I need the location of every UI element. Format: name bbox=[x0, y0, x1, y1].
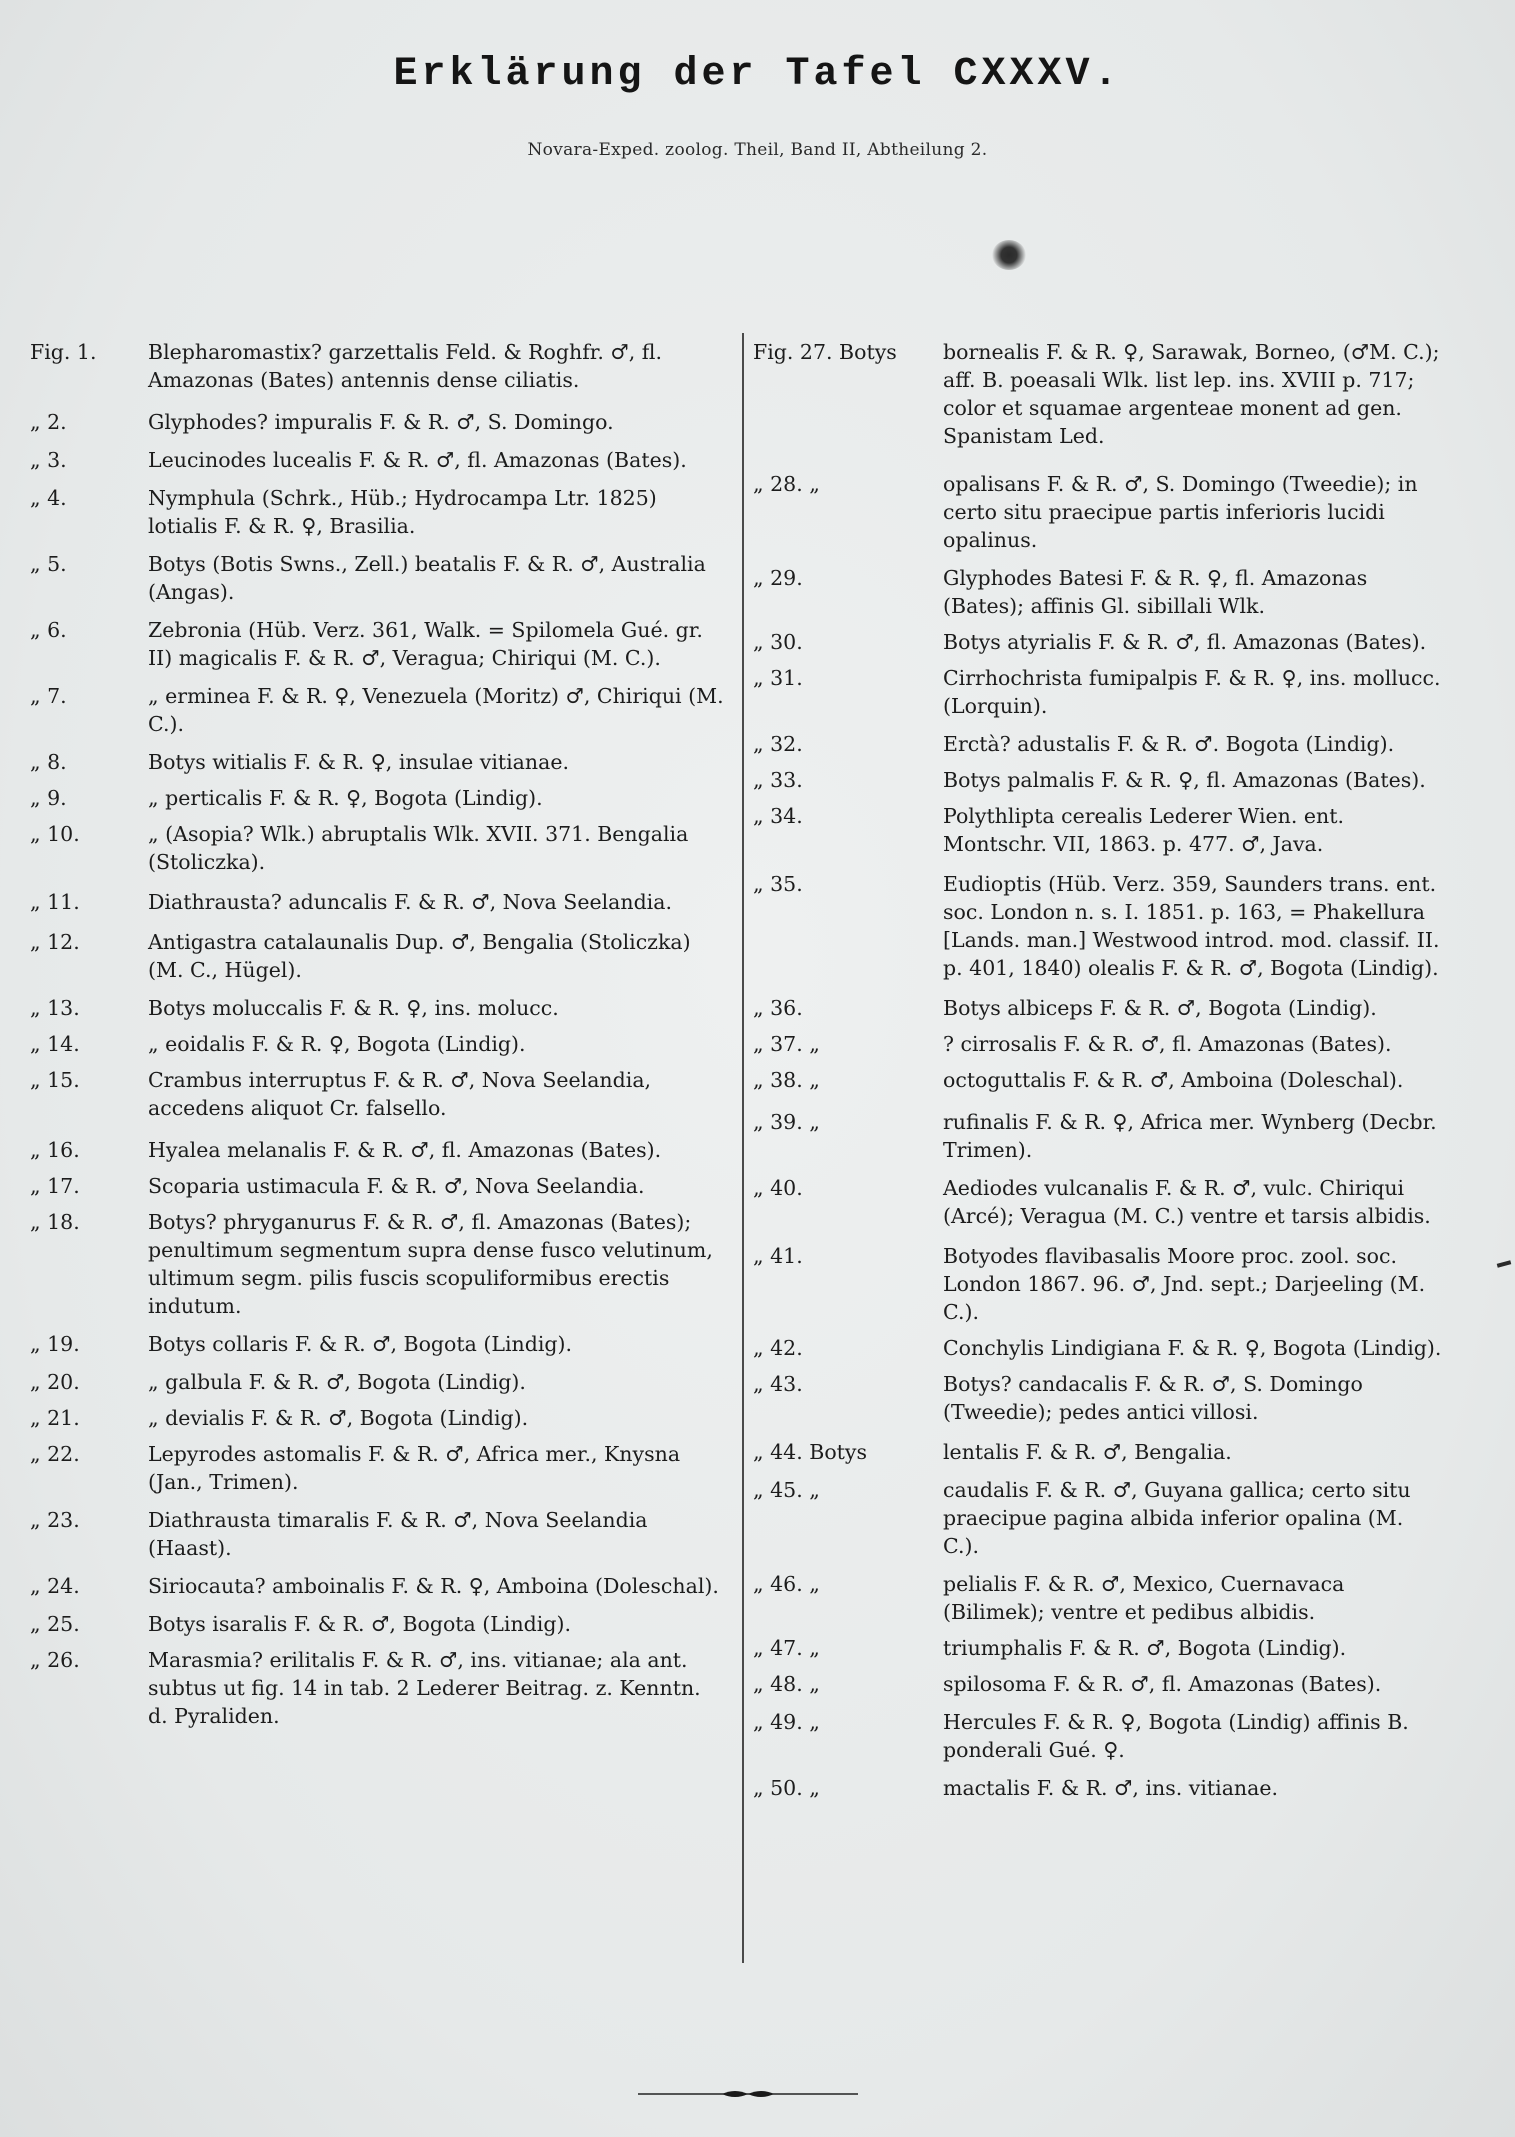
figure-entry bbox=[30, 1066, 730, 1122]
figure-entry bbox=[753, 628, 1443, 656]
figure-entry bbox=[753, 1476, 1443, 1560]
figure-entry bbox=[753, 1242, 1443, 1326]
figure-number: „ 41. bbox=[753, 1244, 803, 1268]
figure-description: Botys? phryganurus F. & R. ♂, fl. Amazonas (Bates); penultimum segmentum supra dense fusco velutinum, ultimum segm. pilis fuscis scopuliformibus erectis indutum. bbox=[148, 1210, 713, 1318]
figure-entry bbox=[753, 1334, 1443, 1362]
figure-description: Glyphodes Batesi F. & R. ♀, fl. Amazonas (Bates); affinis Gl. sibillali Wlk. bbox=[943, 566, 1368, 618]
figure-number: „ 25. bbox=[30, 1612, 80, 1636]
figure-entry bbox=[30, 1404, 730, 1432]
figure-number: „ 40. bbox=[753, 1176, 803, 1200]
figure-description: octoguttalis F. & R. ♂, Amboina (Doleschal). bbox=[943, 1068, 1404, 1092]
figure-description: Hercules F. & R. ♀, Bogota (Lindig) affinis B. ponderali Gué. ♀. bbox=[943, 1710, 1409, 1762]
figure-number: „ 11. bbox=[30, 890, 80, 914]
figure-description: Botys moluccalis F. & R. ♀, ins. molucc. bbox=[148, 996, 559, 1020]
figure-number: „ 32. bbox=[753, 732, 803, 756]
figure-description: Leucinodes lucealis F. & R. ♂, fl. Amazonas (Bates). bbox=[148, 448, 687, 472]
figure-entry bbox=[30, 1208, 730, 1320]
figure-entry bbox=[753, 1370, 1443, 1426]
figure-entry bbox=[30, 928, 730, 984]
figure-description: spilosoma F. & R. ♂, fl. Amazonas (Bates). bbox=[943, 1672, 1382, 1696]
figure-description: Marasmia? erilitalis F. & R. ♂, ins. vitianae; ala ant. subtus ut fig. 14 in tab. 2 Lederer Beitrag. z. Kenntn. d. Pyraliden. bbox=[148, 1648, 701, 1728]
figure-number: „ 20. bbox=[30, 1370, 80, 1394]
figure-number: „ 36. bbox=[753, 996, 803, 1020]
figure-description: Scoparia ustimacula F. & R. ♂, Nova Seelandia. bbox=[148, 1174, 645, 1198]
figure-description: Cirrhochrista fumipalpis F. & R. ♀, ins. mollucc. (Lorquin). bbox=[943, 666, 1441, 718]
figure-description: „ galbula F. & R. ♂, Bogota (Lindig). bbox=[148, 1370, 526, 1394]
column-divider bbox=[742, 333, 744, 1963]
figure-description: Botys collaris F. & R. ♂, Bogota (Lindig). bbox=[148, 1332, 573, 1356]
figure-description: Botys palmalis F. & R. ♀, fl. Amazonas (Bates). bbox=[943, 768, 1426, 792]
figure-entry bbox=[30, 484, 730, 540]
figure-description: Botys isaralis F. & R. ♂, Bogota (Lindig). bbox=[148, 1612, 571, 1636]
figure-entry bbox=[753, 730, 1443, 758]
figure-description: Zebronia (Hüb. Verz. 361, Walk. = Spilomela Gué. gr. II) magicalis F. & R. ♂, Veragua; Chiriqui (M. C.). bbox=[148, 618, 703, 670]
figure-number: „ 21. bbox=[30, 1406, 80, 1430]
figure-description: ? cirrosalis F. & R. ♂, fl. Amazonas (Bates). bbox=[943, 1032, 1392, 1056]
figure-number: „ 19. bbox=[30, 1332, 80, 1356]
figure-description: „ perticalis F. & R. ♀, Bogota (Lindig). bbox=[148, 786, 543, 810]
figure-description: caudalis F. & R. ♂, Guyana gallica; certo situ praecipue pagina albida inferior opalina (M. C.). bbox=[943, 1478, 1411, 1558]
left-column bbox=[30, 338, 730, 1730]
figure-number: „ 15. bbox=[30, 1068, 80, 1092]
figure-number: „ 48. „ bbox=[753, 1672, 820, 1696]
figure-entry bbox=[753, 802, 1443, 858]
figure-number: Fig. 1. bbox=[30, 340, 97, 364]
figure-entry bbox=[30, 1172, 730, 1200]
figure-entry bbox=[753, 870, 1443, 982]
figure-entry bbox=[30, 1368, 730, 1396]
figure-number: „ 23. bbox=[30, 1508, 80, 1532]
figure-description: triumphalis F. & R. ♂, Bogota (Lindig). bbox=[943, 1636, 1347, 1660]
figure-description: Erctà? adustalis F. & R. ♂. Bogota (Lindig). bbox=[943, 732, 1395, 756]
figure-number: „ 7. bbox=[30, 684, 67, 708]
figure-number: „ 38. „ bbox=[753, 1068, 820, 1092]
figure-description: Crambus interruptus F. & R. ♂, Nova Seelandia, accedens aliquot Cr. falsello. bbox=[148, 1068, 652, 1120]
figure-entry bbox=[753, 1570, 1443, 1626]
figure-description: Antigastra catalaunalis Dup. ♂, Bengalia (Stoliczka) (M. C., Hügel). bbox=[148, 930, 691, 982]
figure-entry bbox=[753, 1774, 1443, 1802]
figure-number: „ 8. bbox=[30, 750, 67, 774]
figure-entry bbox=[30, 1440, 730, 1496]
figure-entry bbox=[30, 994, 730, 1022]
figure-entry bbox=[753, 1708, 1443, 1764]
figure-description: Aediodes vulcanalis F. & R. ♂, vulc. Chiriqui (Arcé); Veragua (M. C.) ventre et tarsis albidis. bbox=[943, 1176, 1431, 1228]
figure-number: „ 37. „ bbox=[753, 1032, 820, 1056]
figure-entry bbox=[753, 1670, 1443, 1698]
figure-description: lentalis F. & R. ♂, Bengalia. bbox=[943, 1440, 1232, 1464]
figure-entry bbox=[30, 888, 730, 916]
figure-number: „ 22. bbox=[30, 1442, 80, 1466]
figure-number: Fig. 27. Botys bbox=[753, 340, 897, 364]
figure-description: Hyalea melanalis F. & R. ♂, fl. Amazonas (Bates). bbox=[148, 1138, 662, 1162]
figure-description: Botys? candacalis F. & R. ♂, S. Domingo (Tweedie); pedes antici villosi. bbox=[943, 1372, 1363, 1424]
figure-description: opalisans F. & R. ♂, S. Domingo (Tweedie); in certo situ praecipue partis inferioris lucidi opalinus. bbox=[943, 472, 1418, 552]
figure-description: Eudioptis (Hüb. Verz. 359, Saunders trans. ent. soc. London n. s. I. 1851. p. 163, = Phakellura [Lands. man.] Westwood introd. mod. classif. II. p. 401, 1840) olealis F. & R. ♂, Bogota (Lindig). bbox=[943, 872, 1440, 980]
figure-description: Glyphodes? impuralis F. & R. ♂, S. Domingo. bbox=[148, 410, 614, 434]
figure-description: „ (Asopia? Wlk.) abruptalis Wlk. XVII. 371. Bengalia (Stoliczka). bbox=[148, 822, 689, 874]
figure-description: Diathrausta timaralis F. & R. ♂, Nova Seelandia (Haast). bbox=[148, 1508, 648, 1560]
figure-description: rufinalis F. & R. ♀, Africa mer. Wynberg (Decbr. Trimen). bbox=[943, 1110, 1437, 1162]
figure-entry bbox=[753, 766, 1443, 794]
figure-number: „ 6. bbox=[30, 618, 67, 642]
figure-number: „ 45. „ bbox=[753, 1478, 820, 1502]
figure-number: „ 29. bbox=[753, 566, 803, 590]
figure-number: „ 35. bbox=[753, 872, 803, 896]
figure-entry bbox=[753, 1030, 1443, 1058]
figure-number: „ 30. bbox=[753, 630, 803, 654]
figure-entry bbox=[30, 1646, 730, 1730]
figure-entry bbox=[30, 446, 730, 474]
figure-number: „ 34. bbox=[753, 804, 803, 828]
figure-entry bbox=[30, 408, 730, 436]
figure-entry bbox=[753, 1438, 1443, 1466]
ornament-divider bbox=[638, 2087, 858, 2101]
figure-number: „ 17. bbox=[30, 1174, 80, 1198]
figure-number: „ 18. bbox=[30, 1210, 80, 1234]
figure-entry bbox=[753, 664, 1443, 720]
figure-number: „ 49. „ bbox=[753, 1710, 820, 1734]
figure-entry bbox=[30, 1030, 730, 1058]
figure-entry bbox=[30, 748, 730, 776]
figure-description: Blepharomastix? garzettalis Feld. & Roghfr. ♂, fl. Amazonas (Bates) antennis dense ciliatis. bbox=[148, 340, 662, 392]
figure-entry bbox=[753, 470, 1443, 554]
figure-description: mactalis F. & R. ♂, ins. vitianae. bbox=[943, 1776, 1278, 1800]
figure-entry bbox=[30, 784, 730, 812]
figure-entry bbox=[753, 1108, 1443, 1164]
figure-entry bbox=[30, 1610, 730, 1638]
figure-number: „ 5. bbox=[30, 552, 67, 576]
figure-entry bbox=[753, 564, 1443, 620]
figure-number: „ 39. „ bbox=[753, 1110, 820, 1134]
figure-entry bbox=[30, 1136, 730, 1164]
figure-number: „ 44. Botys bbox=[753, 1440, 868, 1464]
figure-entry bbox=[30, 682, 730, 738]
figure-number: „ 46. „ bbox=[753, 1572, 820, 1596]
figure-number: „ 10. bbox=[30, 822, 80, 846]
figure-description: Botys albiceps F. & R. ♂, Bogota (Lindig). bbox=[943, 996, 1377, 1020]
figure-entry bbox=[30, 550, 730, 606]
right-column bbox=[753, 338, 1443, 1802]
figure-description: Polythlipta cerealis Lederer Wien. ent. Montschr. VII, 1863. p. 477. ♂, Java. bbox=[943, 804, 1344, 856]
figure-entry bbox=[30, 616, 730, 672]
figure-number: „ 33. bbox=[753, 768, 803, 792]
figure-description: Diathrausta? aduncalis F. & R. ♂, Nova Seelandia. bbox=[148, 890, 672, 914]
figure-entry bbox=[30, 820, 730, 876]
figure-number: „ 28. „ bbox=[753, 472, 820, 496]
ink-smudge bbox=[992, 240, 1026, 270]
figure-entry bbox=[753, 338, 1443, 450]
figure-description: pelialis F. & R. ♂, Mexico, Cuernavaca (Bilimek); ventre et pedibus albidis. bbox=[943, 1572, 1345, 1624]
figure-description: Botyodes flavibasalis Moore proc. zool. soc. London 1867. 96. ♂, Jnd. sept.; Darjeeling (M. C.). bbox=[943, 1244, 1426, 1324]
figure-description: Conchylis Lindigiana F. & R. ♀, Bogota (Lindig). bbox=[943, 1336, 1442, 1360]
figure-number: „ 16. bbox=[30, 1138, 80, 1162]
figure-number: „ 42. bbox=[753, 1336, 803, 1360]
figure-description: bornealis F. & R. ♀, Sarawak, Borneo, (♂M. C.); aff. B. poeasali Wlk. list lep. ins. XVIII p. 717; color et squamae argenteae monent ad gen. Spanistam Led. bbox=[943, 340, 1440, 448]
figure-entry bbox=[753, 1634, 1443, 1662]
figure-entry bbox=[30, 1572, 730, 1600]
figure-number: „ 4. bbox=[30, 486, 67, 510]
figure-number: „ 12. bbox=[30, 930, 80, 954]
figure-number: „ 50. „ bbox=[753, 1776, 820, 1800]
figure-number: „ 47. „ bbox=[753, 1636, 820, 1660]
edge-mark bbox=[1497, 1260, 1512, 1267]
page-title: Erklärung der Tafel CXXXV. bbox=[393, 52, 1122, 97]
page-subtitle: Novara-Exped. zoolog. Theil, Band II, Abtheilung 2. bbox=[527, 140, 988, 160]
figure-number: „ 24. bbox=[30, 1574, 80, 1598]
figure-entry bbox=[30, 1330, 730, 1358]
figure-number: „ 9. bbox=[30, 786, 67, 810]
figure-number: „ 13. bbox=[30, 996, 80, 1020]
figure-description: Nymphula (Schrk., Hüb.; Hydrocampa Ltr. 1825) lotialis F. & R. ♀, Brasilia. bbox=[148, 486, 657, 538]
figure-number: „ 14. bbox=[30, 1032, 80, 1056]
figure-description: „ eoidalis F. & R. ♀, Bogota (Lindig). bbox=[148, 1032, 526, 1056]
figure-description: „ erminea F. & R. ♀, Venezuela (Moritz) ♂, Chiriqui (M. C.). bbox=[148, 684, 724, 736]
figure-entry bbox=[30, 338, 730, 394]
figure-description: Botys witialis F. & R. ♀, insulae vitianae. bbox=[148, 750, 569, 774]
figure-entry bbox=[753, 1174, 1443, 1230]
figure-description: Siriocauta? amboinalis F. & R. ♀, Amboina (Doleschal). bbox=[148, 1574, 719, 1598]
figure-entry bbox=[753, 994, 1443, 1022]
figure-number: „ 26. bbox=[30, 1648, 80, 1672]
figure-description: „ devialis F. & R. ♂, Bogota (Lindig). bbox=[148, 1406, 529, 1430]
figure-number: „ 43. bbox=[753, 1372, 803, 1396]
figure-description: Botys (Botis Swns., Zell.) beatalis F. & R. ♂, Australia (Angas). bbox=[148, 552, 706, 604]
figure-number: „ 3. bbox=[30, 448, 67, 472]
figure-description: Botys atyrialis F. & R. ♂, fl. Amazonas (Bates). bbox=[943, 630, 1427, 654]
figure-number: „ 31. bbox=[753, 666, 803, 690]
figure-entry bbox=[753, 1066, 1443, 1094]
figure-number: „ 2. bbox=[30, 410, 67, 434]
figure-entry bbox=[30, 1506, 730, 1562]
figure-description: Lepyrodes astomalis F. & R. ♂, Africa mer., Knysna (Jan., Trimen). bbox=[148, 1442, 681, 1494]
